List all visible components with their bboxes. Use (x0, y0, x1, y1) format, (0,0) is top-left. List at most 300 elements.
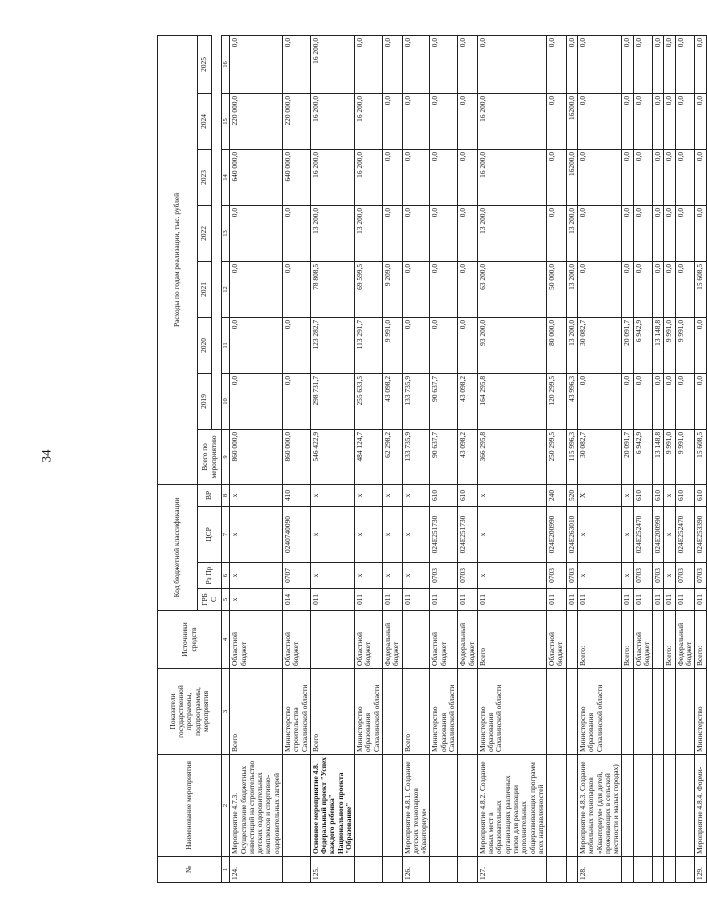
row-number-cell: 126. (402, 857, 430, 883)
row-vr-cell: х (664, 484, 675, 506)
row-value-cell: 0,0 (675, 373, 695, 429)
row-name-cell: Основное мероприятие 4.8. Федеральный проект "Успех каждого ребенка" Национального проекта "Образование" (310, 755, 354, 857)
row-csr-cell: 024Е251730 (430, 507, 458, 563)
row-value-cell: 0,0 (430, 317, 458, 373)
row-indicator-cell: Министерство (695, 669, 706, 755)
row-value-cell: 0,0 (653, 35, 664, 93)
row-vr-cell: 240 (547, 484, 567, 506)
column-index-cell: 5 (222, 589, 230, 611)
row-indicator-cell: Министерство образования Сахалинской области (430, 669, 458, 755)
row-value-cell: 0,0 (383, 93, 403, 149)
row-source-cell (566, 611, 577, 669)
column-index-row (222, 35, 230, 882)
row-value-cell: 0,0 (577, 35, 621, 93)
row-value-cell: 0,0 (282, 35, 310, 93)
row-value-cell: 0,0 (230, 373, 283, 429)
row-source-cell: Всего: (622, 611, 633, 669)
header-rzpr: Рз Пр (198, 563, 222, 589)
row-grbs-cell: 011 (458, 589, 478, 611)
header-year: 2021 (198, 261, 212, 317)
row-number-cell: 127. (477, 857, 546, 883)
row-value-cell: 0,0 (383, 35, 403, 93)
row-source-cell (402, 611, 430, 669)
row-value-cell: 13 148,8 (653, 429, 664, 484)
row-number-cell (430, 857, 458, 883)
row-value-cell: 6 942,9 (633, 429, 653, 484)
row-value-cell: 113 291,7 (355, 317, 383, 373)
row-indicator-cell (458, 669, 478, 755)
row-value-cell: 0,0 (664, 373, 675, 429)
row-value-cell: 90 637,7 (430, 373, 458, 429)
row-source-cell: Областной бюджет (282, 611, 310, 669)
row-value-cell: 0,0 (577, 93, 621, 149)
row-source-cell: Областной бюджет (633, 611, 653, 669)
row-vr-cell: 610 (633, 484, 653, 506)
row-value-cell: 0,0 (653, 205, 664, 261)
row-value-cell: 0,0 (547, 35, 567, 93)
row-rzpr-cell: х (310, 563, 354, 589)
row-name-cell (566, 755, 577, 857)
row-number-cell: 128. (577, 857, 621, 883)
row-value-cell: 9 991,0 (664, 429, 675, 484)
row-value-cell: 0,0 (653, 373, 664, 429)
row-value-cell: 255 633,5 (355, 373, 383, 429)
row-value-cell: 0,0 (653, 149, 664, 205)
column-index-cell: 7 (222, 507, 230, 563)
row-value-cell: 13 200,0 (566, 261, 577, 317)
header-budget-code: Код бюджетной классификации (158, 484, 198, 610)
row-name-cell (622, 755, 633, 857)
row-value-cell: 15 608,5 (695, 261, 706, 317)
row-value-cell: 0,0 (633, 205, 653, 261)
row-value-cell: 69 599,5 (355, 261, 383, 317)
row-value-cell: 0,0 (547, 149, 567, 205)
header-year: 2019 (198, 373, 212, 429)
row-name-cell (633, 755, 653, 857)
row-value-cell: 0,0 (458, 93, 478, 149)
row-value-cell: 0,0 (383, 205, 403, 261)
row-value-cell: 0,0 (230, 35, 283, 93)
row-value-cell: 0,0 (664, 35, 675, 93)
row-value-cell: 0,0 (675, 205, 695, 261)
row-value-cell: 0,0 (458, 317, 478, 373)
row-value-cell: 16200,0 (566, 149, 577, 205)
row-value-cell: 63 200,0 (477, 261, 546, 317)
row-value-cell: 640 000,0 (282, 149, 310, 205)
row-value-cell: 43 098,2 (458, 429, 478, 484)
row-grbs-cell: 011 (653, 589, 664, 611)
row-grbs-cell: 011 (622, 589, 633, 611)
row-value-cell: 16 200,0 (310, 149, 354, 205)
row-value-cell: 16 200,0 (310, 35, 354, 93)
row-value-cell: 0,0 (664, 149, 675, 205)
row-number-cell: 124. (230, 857, 283, 883)
row-value-cell: 0,0 (577, 261, 621, 317)
row-value-cell: 80 000,0 (547, 317, 567, 373)
row-vr-cell: 610 (458, 484, 478, 506)
row-value-cell: 0,0 (622, 261, 633, 317)
row-rzpr-cell: х (477, 563, 546, 589)
table-row (695, 35, 706, 882)
row-value-cell: 0,0 (664, 205, 675, 261)
row-csr-cell: 024Е253390 (695, 507, 706, 563)
row-value-cell: 13 200,0 (355, 205, 383, 261)
row-vr-cell: х (402, 484, 430, 506)
row-csr-cell: 024Е200990 (653, 507, 664, 563)
row-value-cell: 220 000,0 (282, 93, 310, 149)
row-name-cell: Мероприятие 4.8.2. Создание новых мест в образовательных организациях различных типов для реализации дополнительных общеразвивающих программ всех направленностей (477, 755, 546, 857)
row-number-cell (458, 857, 478, 883)
row-name-cell (653, 755, 664, 857)
row-vr-cell: х (310, 484, 354, 506)
row-source-cell (653, 611, 664, 669)
row-value-cell: 0,0 (430, 93, 458, 149)
row-value-cell: 0,0 (402, 149, 430, 205)
row-rzpr-cell: 0703 (633, 563, 653, 589)
row-name-cell: Мероприятие 4.8.1. Создание детских технопарков «Кванториум» (402, 755, 430, 857)
row-vr-cell: х (622, 484, 633, 506)
row-grbs-cell: 011 (566, 589, 577, 611)
row-value-cell: 0,0 (633, 93, 653, 149)
row-csr-cell: х (383, 507, 403, 563)
row-name-cell (430, 755, 458, 857)
row-value-cell: 16 200,0 (477, 149, 546, 205)
row-value-cell: 0,0 (383, 149, 403, 205)
row-indicator-cell: Всего (230, 669, 283, 755)
row-grbs-cell: 011 (402, 589, 430, 611)
row-csr-cell: х (577, 507, 621, 563)
row-value-cell: 30 082,7 (577, 317, 621, 373)
row-source-cell: Всего (477, 611, 546, 669)
row-value-cell: 0,0 (230, 261, 283, 317)
row-value-cell: 0,0 (430, 261, 458, 317)
row-number-cell: 125. (310, 857, 354, 883)
row-value-cell: 298 731,7 (310, 373, 354, 429)
row-grbs-cell: 011 (547, 589, 567, 611)
table-row (633, 35, 653, 882)
row-source-cell: Федеральный бюджет (383, 611, 403, 669)
row-rzpr-cell: 0703 (547, 563, 567, 589)
row-value-cell: 13 148,8 (653, 317, 664, 373)
row-value-cell: 0,0 (675, 35, 695, 93)
row-number-cell: 129. (695, 857, 706, 883)
row-name-cell (675, 755, 695, 857)
row-vr-cell: х (383, 484, 403, 506)
row-value-cell: 0,0 (430, 35, 458, 93)
row-value-cell: 0,0 (477, 35, 546, 93)
row-value-cell: 62 298,2 (383, 429, 403, 484)
row-value-cell: 0,0 (355, 35, 383, 93)
row-number-cell (547, 857, 567, 883)
row-value-cell: 0,0 (633, 35, 653, 93)
row-value-cell: 0,0 (230, 317, 283, 373)
column-index-cell: 6 (222, 563, 230, 589)
row-value-cell: 133 735,9 (402, 373, 430, 429)
row-name-cell: Мероприятие 4.7.3. Осуществление бюджетных инвестиций на строительство детских оздоровительных комплексов и спортивно-оздоровительных лагерей (230, 755, 283, 857)
row-rzpr-cell: х (230, 563, 283, 589)
row-name-cell (282, 755, 310, 857)
row-source-cell: Всего: (577, 611, 621, 669)
column-index-cell: 1 (222, 857, 230, 883)
row-grbs-cell: 011 (383, 589, 403, 611)
rotated-table-wrapper (157, 36, 705, 883)
row-rzpr-cell: 0703 (695, 563, 706, 589)
row-vr-cell: 610 (695, 484, 706, 506)
row-name-cell (383, 755, 403, 857)
row-value-cell: 220 000,0 (230, 93, 283, 149)
row-value-cell: 115 996,3 (566, 429, 577, 484)
row-indicator-cell (664, 669, 675, 755)
row-value-cell: 0,0 (577, 205, 621, 261)
row-grbs-cell: 011 (477, 589, 546, 611)
table-row (383, 35, 403, 882)
row-source-cell: Областной бюджет (430, 611, 458, 669)
row-value-cell: 0,0 (282, 205, 310, 261)
row-vr-cell: х (230, 484, 283, 506)
table-body (230, 35, 706, 882)
row-indicator-cell: Министерство образования Сахалинской области (355, 669, 383, 755)
row-name-cell (664, 755, 675, 857)
row-number-cell (653, 857, 664, 883)
row-value-cell: 16200,0 (566, 93, 577, 149)
row-value-cell: 860 000,0 (230, 429, 283, 484)
row-value-cell: 546 422,9 (310, 429, 354, 484)
row-grbs-cell: 011 (633, 589, 653, 611)
table-row (355, 35, 383, 882)
row-value-cell: 484 124,7 (355, 429, 383, 484)
row-value-cell: 133 735,9 (402, 429, 430, 484)
row-value-cell: 0,0 (622, 205, 633, 261)
row-number-cell (622, 857, 633, 883)
row-value-cell: 0,0 (458, 261, 478, 317)
row-grbs-cell: х (230, 589, 283, 611)
row-grbs-cell: 011 (430, 589, 458, 611)
row-value-cell: 0,0 (664, 93, 675, 149)
row-indicator-cell (547, 669, 567, 755)
row-value-cell: 9 209,0 (383, 261, 403, 317)
column-index-cell: 8 (222, 484, 230, 506)
row-value-cell: 20 091,7 (622, 317, 633, 373)
row-value-cell: 0,0 (622, 35, 633, 93)
row-csr-cell: 024Е252470 (675, 507, 695, 563)
row-value-cell: 15 608,5 (695, 429, 706, 484)
row-value-cell: 0,0 (653, 93, 664, 149)
header-indicators: Показатели государственной программы, подпрограммы, мероприятия (158, 669, 222, 755)
column-index-cell: 2 (222, 755, 230, 857)
row-rzpr-cell: 0707 (282, 563, 310, 589)
row-value-cell: 9 991,0 (675, 317, 695, 373)
row-value-cell: 0,0 (402, 317, 430, 373)
row-rzpr-cell: х (577, 563, 621, 589)
row-name-cell: Мероприятие 4.8.3. Создание мобильных технопарков «Кванториум» (для детей, проживающих в сельской местности и малых городах) (577, 755, 621, 857)
row-csr-cell: х (355, 507, 383, 563)
column-index-cell: 15 (222, 93, 230, 149)
header-name: Наименование мероприятия (158, 755, 222, 857)
row-value-cell: 0,0 (675, 149, 695, 205)
table-row (675, 35, 695, 882)
row-value-cell: 120 299,5 (547, 373, 567, 429)
row-value-cell: 0,0 (547, 205, 567, 261)
row-value-cell: 13 200,0 (477, 205, 546, 261)
row-vr-cell: х (355, 484, 383, 506)
row-value-cell: 0,0 (695, 317, 706, 373)
row-value-cell: 20 091,7 (622, 429, 633, 484)
header-csr: ЦСР (198, 507, 222, 563)
row-grbs-cell: 011 (675, 589, 695, 611)
column-index-cell: 12 (222, 261, 230, 317)
row-value-cell: 9 991,0 (675, 429, 695, 484)
header-vr: ВР (198, 484, 222, 506)
row-indicator-cell (566, 669, 577, 755)
row-value-cell: 0,0 (622, 373, 633, 429)
column-index-cell: 9 (222, 429, 230, 484)
row-value-cell: 366 295,8 (477, 429, 546, 484)
row-csr-cell: 024Е252470 (633, 507, 653, 563)
row-indicator-cell: Министерство образования Сахалинской области (577, 669, 621, 755)
column-index-cell: 3 (222, 669, 230, 755)
row-value-cell: 164 295,8 (477, 373, 546, 429)
row-rzpr-cell: х (622, 563, 633, 589)
row-rzpr-cell: 0703 (458, 563, 478, 589)
row-rzpr-cell: х (664, 563, 675, 589)
row-number-cell (633, 857, 653, 883)
row-value-cell: 0,0 (675, 93, 695, 149)
row-value-cell: 0,0 (458, 35, 478, 93)
header-total: Всего по мероприятию (198, 429, 222, 484)
row-rzpr-cell: х (402, 563, 430, 589)
row-value-cell: 90 637,7 (430, 429, 458, 484)
row-indicator-cell (633, 669, 653, 755)
row-value-cell: 123 282,7 (310, 317, 354, 373)
table-row (310, 35, 354, 882)
row-indicator-cell (383, 669, 403, 755)
row-indicator-cell (675, 669, 695, 755)
row-value-cell: 0,0 (695, 93, 706, 149)
row-source-cell: Областной бюджет (230, 611, 283, 669)
table-row (566, 35, 577, 882)
row-name-cell: Мероприятие 4.8.4. Форми- (695, 755, 706, 857)
row-value-cell: 0,0 (458, 149, 478, 205)
table-row (458, 35, 478, 882)
row-value-cell: 0,0 (577, 373, 621, 429)
row-rzpr-cell: х (355, 563, 383, 589)
row-source-cell: Федеральный бюджет (458, 611, 478, 669)
row-vr-cell: Х (577, 484, 621, 506)
row-csr-cell: 024Е251730 (458, 507, 478, 563)
row-csr-cell: 024Е263010 (566, 507, 577, 563)
table-row (547, 35, 567, 882)
table-row (430, 35, 458, 882)
row-value-cell: 0,0 (622, 149, 633, 205)
row-vr-cell: 520 (566, 484, 577, 506)
row-value-cell: 0,0 (402, 261, 430, 317)
row-grbs-cell: 011 (664, 589, 675, 611)
row-value-cell: 43 098,2 (383, 373, 403, 429)
table-row (230, 35, 283, 882)
row-value-cell: 0,0 (566, 35, 577, 93)
row-source-cell: Областной бюджет (355, 611, 383, 669)
row-grbs-cell: 014 (282, 589, 310, 611)
row-value-cell: 0,0 (653, 261, 664, 317)
row-rzpr-cell: 0703 (675, 563, 695, 589)
row-name-cell (458, 755, 478, 857)
row-grbs-cell: 011 (310, 589, 354, 611)
row-csr-cell: х (664, 507, 675, 563)
row-source-cell: Всего: (664, 611, 675, 669)
row-value-cell: 0,0 (282, 317, 310, 373)
table-row (402, 35, 430, 882)
row-number-cell (664, 857, 675, 883)
table-row (622, 35, 633, 882)
row-indicator-cell: Министерство строительства Сахалинской области (282, 669, 310, 755)
row-indicator-cell: Министерство образования Сахалинской области (477, 669, 546, 755)
row-value-cell: 0,0 (430, 205, 458, 261)
row-grbs-cell: 011 (695, 589, 706, 611)
row-value-cell: 50 000,0 (547, 261, 567, 317)
column-index-cell: 11 (222, 317, 230, 373)
row-indicator-cell (622, 669, 633, 755)
header-year: 2023 (198, 149, 212, 205)
table-row (282, 35, 310, 882)
row-indicator-cell (653, 669, 664, 755)
row-grbs-cell: 011 (577, 589, 621, 611)
row-value-cell: 16 200,0 (310, 93, 354, 149)
row-value-cell: 0,0 (633, 149, 653, 205)
row-vr-cell: 610 (675, 484, 695, 506)
row-value-cell: 43 996,3 (566, 373, 577, 429)
table-row (477, 35, 546, 882)
header-year: 2020 (198, 317, 212, 373)
row-value-cell: 0,0 (230, 205, 283, 261)
table-row (664, 35, 675, 882)
row-value-cell: 0,0 (402, 93, 430, 149)
row-value-cell: 43 098,2 (458, 373, 478, 429)
row-csr-cell: х (622, 507, 633, 563)
row-value-cell: 0,0 (622, 93, 633, 149)
row-value-cell: 0,0 (458, 205, 478, 261)
row-value-cell: 0,0 (695, 35, 706, 93)
row-value-cell: 0,0 (695, 373, 706, 429)
row-csr-cell: х (230, 507, 283, 563)
row-value-cell: 30 082,7 (577, 429, 621, 484)
row-csr-cell: х (402, 507, 430, 563)
row-vr-cell: х (477, 484, 546, 506)
column-index-cell: 4 (222, 611, 230, 669)
row-value-cell: 0,0 (695, 149, 706, 205)
row-rzpr-cell: 0703 (653, 563, 664, 589)
row-source-cell (310, 611, 354, 669)
header-source: Источники средств (158, 611, 222, 669)
row-csr-cell: 024Е200990 (547, 507, 567, 563)
row-value-cell: 93 200,0 (477, 317, 546, 373)
row-value-cell: 9 991,0 (664, 317, 675, 373)
column-index-cell: 16 (222, 35, 230, 93)
row-vr-cell: 610 (653, 484, 664, 506)
row-number-cell (383, 857, 403, 883)
row-csr-cell: х (310, 507, 354, 563)
row-value-cell: 16 200,0 (355, 93, 383, 149)
row-value-cell: 0,0 (675, 261, 695, 317)
row-value-cell: 0,0 (633, 373, 653, 429)
header-year: 2022 (198, 205, 212, 261)
row-value-cell: 0,0 (577, 149, 621, 205)
row-value-cell: 860 000,0 (282, 429, 310, 484)
row-value-cell: 78 808,5 (310, 261, 354, 317)
row-value-cell: 13 200,0 (566, 317, 577, 373)
row-value-cell: 13 200,0 (310, 205, 354, 261)
table-row (577, 35, 621, 882)
table-row (653, 35, 664, 882)
